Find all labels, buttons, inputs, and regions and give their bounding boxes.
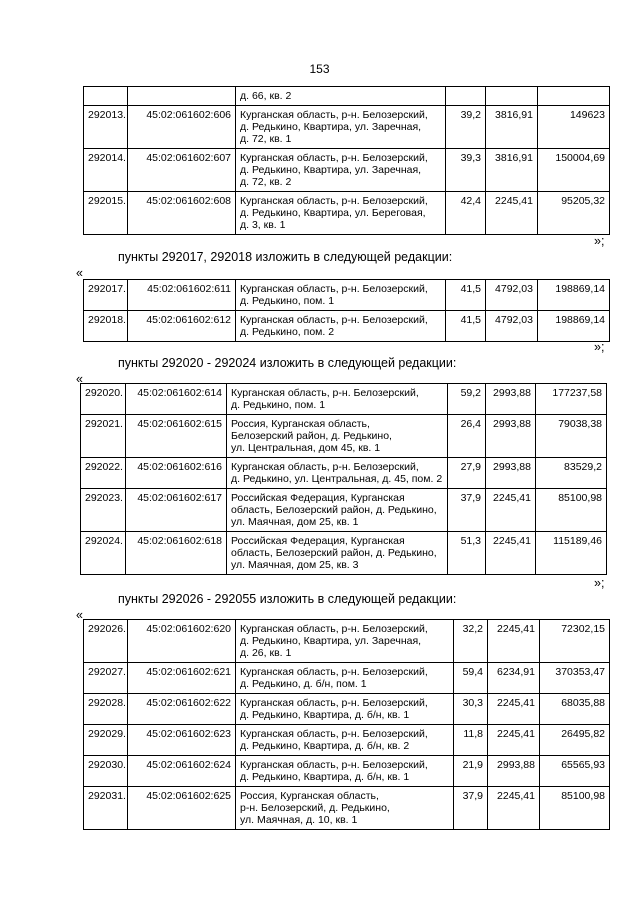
opening-quote-1: « [76, 266, 83, 280]
address-cell [236, 663, 454, 694]
price-cell: 3816,91 [486, 149, 538, 192]
area-cell: 26,4 [448, 415, 486, 458]
total-cell: 198869,14 [538, 280, 610, 311]
address-cell [236, 725, 454, 756]
table-row [84, 620, 610, 663]
address-line: р-н. Белозерский, д. Редькино, [240, 802, 390, 814]
price-cell: 2993,88 [486, 415, 536, 458]
item-number-cell: 292028. [84, 694, 128, 725]
item-number-cell: 292014. [84, 149, 128, 192]
area-cell: 59,4 [454, 663, 488, 694]
address-line: ул. Маячная, дом 25, кв. 1 [231, 516, 359, 528]
table-row [84, 106, 610, 149]
address-line: д. Редькино, ул. Центральная, д. 45, пом. 2 [231, 473, 443, 485]
area-cell [446, 87, 486, 106]
records-table-4 [83, 619, 610, 830]
item-number-cell: 292027. [84, 663, 128, 694]
cadastral-number-cell: 45:02:061602:622 [128, 694, 236, 725]
opening-quote-3: « [76, 608, 83, 622]
address-line: д. 3, кв. 1 [240, 219, 286, 231]
cadastral-number-cell: 45:02:061602:623 [128, 725, 236, 756]
cadastral-number-cell: 45:02:061602:620 [128, 620, 236, 663]
closing-quote-2: »; [594, 340, 605, 354]
address-cell [236, 106, 446, 149]
address-cell [236, 192, 446, 235]
cadastral-number-cell: 45:02:061602:617 [126, 489, 227, 532]
area-cell: 51,3 [448, 532, 486, 575]
total-cell: 65565,93 [540, 756, 610, 787]
address-cell [236, 620, 454, 663]
price-cell: 2993,88 [488, 756, 540, 787]
total-cell: 370353,47 [540, 663, 610, 694]
area-cell: 39,3 [446, 149, 486, 192]
cadastral-number-cell [128, 87, 236, 106]
records-table-1 [83, 86, 610, 235]
item-number-cell: 292023. [81, 489, 126, 532]
item-number-cell: 292029. [84, 725, 128, 756]
address-line: Курганская область, р-н. Белозерский, [240, 666, 428, 678]
address-cell [236, 756, 454, 787]
total-cell: 198869,14 [538, 311, 610, 342]
table-row [84, 756, 610, 787]
cadastral-number-cell: 45:02:061602:618 [126, 532, 227, 575]
closing-quote-1: »; [594, 234, 605, 248]
cadastral-number-cell: 45:02:061602:616 [126, 458, 227, 489]
address-line: Курганская область, р-н. Белозерский, [240, 759, 428, 771]
item-number-cell: 292015. [84, 192, 128, 235]
address-line: д. Редькино, д. б/н, пом. 1 [240, 678, 367, 690]
address-line: Курганская область, р-н. Белозерский, [240, 623, 428, 635]
address-line: Россия, Курганская область, [240, 790, 379, 802]
paragraph-3: пункты 292026 - 292055 изложить в следующей редакции: [118, 592, 457, 606]
area-cell: 27,9 [448, 458, 486, 489]
address-cell [236, 149, 446, 192]
item-number-cell: 292021. [81, 415, 126, 458]
price-cell: 2245,41 [488, 620, 540, 663]
address-line: д. Редькино, пом. 1 [231, 399, 326, 411]
address-line: д. Редькино, Квартира, д. б/н, кв. 1 [240, 709, 410, 721]
closing-quote-3: »; [594, 576, 605, 590]
table-row [81, 415, 607, 458]
cadastral-number-cell: 45:02:061602:611 [128, 280, 236, 311]
address-line: д. Редькино, Квартира, д. б/н, кв. 2 [240, 740, 410, 752]
item-number-cell: 292022. [81, 458, 126, 489]
address-cell [236, 694, 454, 725]
price-cell: 2245,41 [488, 694, 540, 725]
item-number-cell: 292013. [84, 106, 128, 149]
price-cell: 2245,41 [486, 532, 536, 575]
address-line: ул. Центральная, дом 45, кв. 1 [231, 442, 381, 454]
address-line: Курганская область, р-н. Белозерский, [240, 697, 428, 709]
table-row [84, 725, 610, 756]
price-cell: 3816,91 [486, 106, 538, 149]
address-line: д. Редькино, Квартира, д. б/н, кв. 1 [240, 771, 410, 783]
cadastral-number-cell: 45:02:061602:621 [128, 663, 236, 694]
price-cell: 2245,41 [486, 489, 536, 532]
address-line: Курганская область, р-н. Белозерский, [240, 283, 428, 295]
total-cell: 95205,32 [538, 192, 610, 235]
paragraph-1: пункты 292017, 292018 изложить в следующей редакции: [118, 250, 453, 264]
item-number-cell: 292030. [84, 756, 128, 787]
total-cell: 85100,98 [536, 489, 607, 532]
item-number-cell: 292020. [81, 384, 126, 415]
price-cell: 2993,88 [486, 458, 536, 489]
address-line: д. 66, кв. 2 [240, 90, 292, 102]
table-row [84, 87, 610, 106]
address-cell [227, 532, 448, 575]
address-line: д. Редькино, Квартира, ул. Береговая, [240, 207, 426, 219]
item-number-cell: 292026. [84, 620, 128, 663]
address-line: Курганская область, р-н. Белозерский, [240, 152, 428, 164]
page-number: 153 [309, 62, 330, 76]
address-cell [236, 787, 454, 830]
area-cell: 37,9 [448, 489, 486, 532]
address-cell [227, 384, 448, 415]
price-cell: 2245,41 [488, 725, 540, 756]
address-line: Российская Федерация, Курганская [231, 535, 405, 547]
address-line: д. 26, кв. 1 [240, 647, 292, 659]
price-cell [486, 87, 538, 106]
total-cell: 79038,38 [536, 415, 607, 458]
price-cell: 4792,03 [486, 311, 538, 342]
paragraph-2: пункты 292020 - 292024 изложить в следующей редакции: [118, 356, 457, 370]
total-cell: 72302,15 [540, 620, 610, 663]
address-line: д. Редькино, пом. 1 [240, 295, 335, 307]
address-line: ул. Маячная, дом 25, кв. 3 [231, 559, 359, 571]
address-line: д. Редькино, Квартира, ул. Заречная, [240, 121, 422, 133]
price-cell: 2245,41 [488, 787, 540, 830]
total-cell [538, 87, 610, 106]
cadastral-number-cell: 45:02:061602:624 [128, 756, 236, 787]
address-line: Курганская область, р-н. Белозерский, [240, 314, 428, 326]
address-cell [236, 87, 446, 106]
item-number-cell: 292024. [81, 532, 126, 575]
records-table-2 [83, 279, 610, 342]
total-cell: 26495,82 [540, 725, 610, 756]
table-row [84, 663, 610, 694]
area-cell: 11,8 [454, 725, 488, 756]
item-number-cell: 292018. [84, 311, 128, 342]
area-cell: 41,5 [446, 311, 486, 342]
table-row [84, 192, 610, 235]
cadastral-number-cell: 45:02:061602:614 [126, 384, 227, 415]
address-cell [236, 311, 446, 342]
address-line: ул. Маячная, д. 10, кв. 1 [240, 814, 358, 826]
address-line: Курганская область, р-н. Белозерский, [231, 387, 419, 399]
cadastral-number-cell: 45:02:061602:625 [128, 787, 236, 830]
address-line: Белозерский район, д. Редькино, [231, 430, 392, 442]
opening-quote-2: « [76, 372, 83, 386]
area-cell: 39,2 [446, 106, 486, 149]
price-cell: 2245,41 [486, 192, 538, 235]
total-cell: 85100,98 [540, 787, 610, 830]
area-cell: 37,9 [454, 787, 488, 830]
address-line: д. Редькино, Квартира, ул. Заречная, [240, 635, 422, 647]
price-cell: 2993,88 [486, 384, 536, 415]
cadastral-number-cell: 45:02:061602:615 [126, 415, 227, 458]
address-line: Российская Федерация, Курганская [231, 492, 405, 504]
address-line: область, Белозерский район, д. Редькино, [231, 504, 437, 516]
area-cell: 41,5 [446, 280, 486, 311]
address-cell [227, 415, 448, 458]
cadastral-number-cell: 45:02:061602:612 [128, 311, 236, 342]
total-cell: 68035,88 [540, 694, 610, 725]
total-cell: 150004,69 [538, 149, 610, 192]
total-cell: 83529,2 [536, 458, 607, 489]
area-cell: 21,9 [454, 756, 488, 787]
cadastral-number-cell: 45:02:061602:607 [128, 149, 236, 192]
total-cell: 149623 [538, 106, 610, 149]
table-row [84, 149, 610, 192]
price-cell: 4792,03 [486, 280, 538, 311]
address-line: Курганская область, р-н. Белозерский, [231, 461, 419, 473]
address-line: д. 72, кв. 1 [240, 133, 292, 145]
table-row [84, 311, 610, 342]
table-row [81, 532, 607, 575]
address-cell [227, 458, 448, 489]
table-row [81, 458, 607, 489]
area-cell: 32,2 [454, 620, 488, 663]
table-row [84, 787, 610, 830]
area-cell: 59,2 [448, 384, 486, 415]
price-cell: 6234,91 [488, 663, 540, 694]
total-cell: 115189,46 [536, 532, 607, 575]
address-line: область, Белозерский район, д. Редькино, [231, 547, 437, 559]
address-line: д. Редькино, пом. 2 [240, 326, 335, 338]
cadastral-number-cell: 45:02:061602:608 [128, 192, 236, 235]
records-table-3 [80, 383, 607, 575]
item-number-cell: 292017. [84, 280, 128, 311]
address-line: Курганская область, р-н. Белозерский, [240, 109, 428, 121]
total-cell: 177237,58 [536, 384, 607, 415]
item-number-cell: 292031. [84, 787, 128, 830]
address-line: Россия, Курганская область, [231, 418, 370, 430]
address-line: д. Редькино, Квартира, ул. Заречная, [240, 164, 422, 176]
address-line: Курганская область, р-н. Белозерский, [240, 195, 428, 207]
address-line: Курганская область, р-н. Белозерский, [240, 728, 428, 740]
address-cell [227, 489, 448, 532]
table-row [84, 280, 610, 311]
item-number-cell [84, 87, 128, 106]
table-row [81, 384, 607, 415]
area-cell: 30,3 [454, 694, 488, 725]
cadastral-number-cell: 45:02:061602:606 [128, 106, 236, 149]
table-row [84, 694, 610, 725]
address-cell [236, 280, 446, 311]
address-line: д. 72, кв. 2 [240, 176, 292, 188]
area-cell: 42,4 [446, 192, 486, 235]
table-row [81, 489, 607, 532]
